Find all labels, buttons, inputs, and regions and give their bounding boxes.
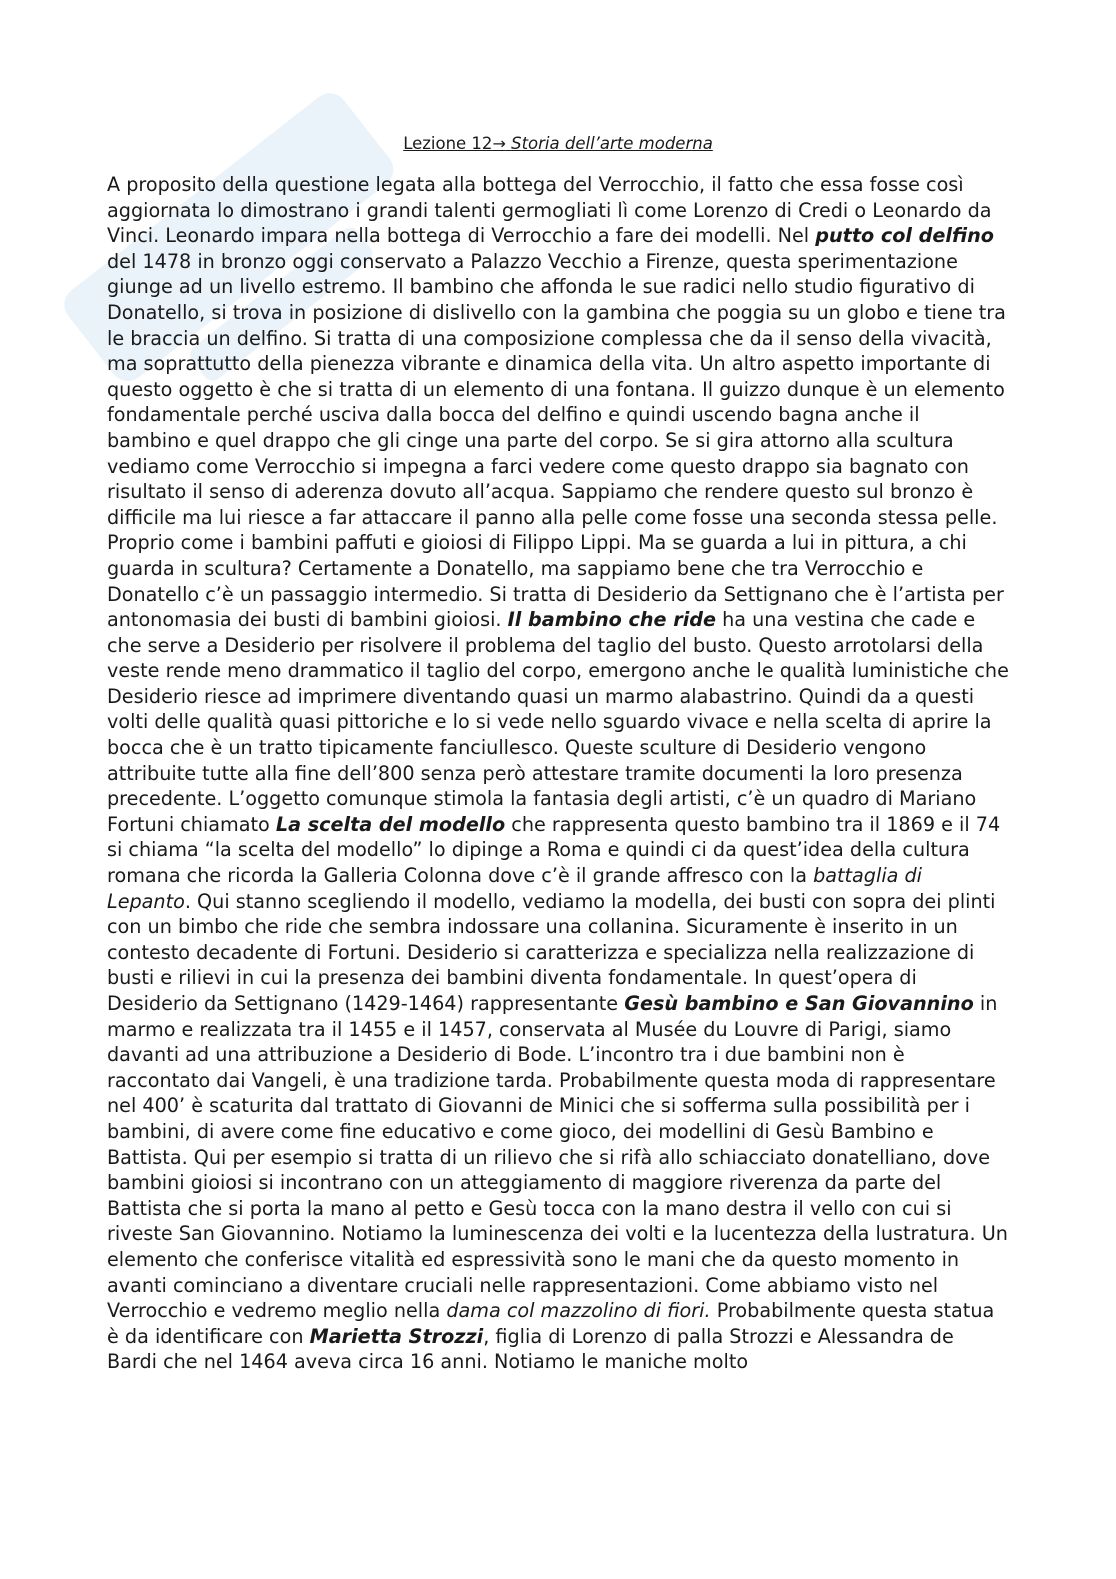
text-run: che rappresenta questo bambino tra il 1869 e il 74 si chiama “la scelta del modello” lo dipinge a Roma e quindi ci da quest’idea della cultura romana che ricorda la Galleria Colonna dove c’è il grande affresco con la [107,812,1001,888]
text-run: , figlia di Lorenzo di palla Strozzi e Alessandra de Bardi che nel 1464 aveva circa 16 anni. Notiamo le maniche molto [107,1324,954,1374]
text-run: Probabilmente questa statua è da identificare con [107,1299,995,1348]
body-paragraph [107,172,1009,1375]
lesson-number: Lezione 12 [403,134,493,153]
text-run: del 1478 in bronzo oggi conservato a Palazzo Vecchio a Firenze, questa sperimentazione giunge ad un livello estremo. Il bambino che affonda le sue radici nello studio figurativo di Donatello, si trova in posizione di dislivello con la gambina che poggia su un globo e tiene tra le braccia un delfino. Si tratta di una composizione complessa che da il senso della vivacità, ma soprattutto della pienezza vibrante e dinamica della vita. Un altro aspetto importante di questo oggetto è che si tratta di un elemento di una fontana. Il guizzo dunque è un elemento fondamentale perché usciva dalla bocca del delfino e quindi uscendo bagna anche il bambino e quel drappo che gli cinge una parte del corpo. Se si gira attorno alla scultura vediamo come Verrocchio si impegna a farci vedere come questo drappo sia bagnato con risultato il senso di aderenza dovuto all’acqua. Sappiamo che rendere questo sul bronzo è difficile ma lui riesce a far attaccare il panno alla pelle come fosse una seconda stessa pelle. Proprio come i bambini paffuti e gioiosi di Filippo Lippi. Ma se guarda a lui in pittura, a chi guarda in scultura? Certamente a Donatello, ma sappiamo bene che tra Verrocchio e Donatello c’è un passaggio intermedio. Si tratta di Desiderio da Settignano che è l’artista per antonomasia dei busti di bambini gioiosi. [107,249,1006,632]
text-run: A proposito della questione legata alla bottega del Verrocchio, il fatto che essa fosse così aggiornata lo dimostrano i grandi talenti germogliati lì come Lorenzo di Credi o Leonardo da Vinci. Leonardo impara nella bottega di Verrocchio a fare dei modelli. Nel [107,173,992,248]
arrow-right-icon: → [492,134,506,153]
artwork-title-dama-col-mazzolino: dama col mazzolino di fiori. [446,1299,711,1323]
text-run: in marmo e realizzata tra il 1455 e il 1457, conservata al Musée du Louvre di Parigi, siamo davanti ad una attribuzione a Desiderio di Bode. L’incontro tra i due bambini non è raccontato dai Vangeli, è una tradizione tarda. Probabilmente questa moda di rappresentare nel 400’ è scaturita dal trattato di Giovanni de Minici che si sofferma sulla possibilità per i bambini, di avere come fine educativo e come gioco, dei modellini di Gesù Bambino e Battista. Qui per esempio si tratta di un rilievo che si rifà allo schiacciato donatelliano, dove bambini gioiosi si incontrano con un atteggiamento di maggiore riverenza da parte del Battista che si porta la mano al petto e Gesù tocca con la mano destra il vello con cui si riveste San Giovannino. Notiamo la luminescenza dei volti e la lucentezza della lustratura. Un elemento che conferisce vitalità ed espressività sono le mani che da questo momento in avanti cominciano a diventare cruciali nelle rappresentazioni. Come abbiamo visto nel Verrocchio e vedremo meglio nella [107,992,1008,1323]
page-header [0,133,1116,155]
artwork-title-la-scelta-del-modello: La scelta del modello [275,812,506,836]
artwork-title-battaglia-di-lepanto: battaglia di Lepanto [107,864,923,913]
person-name-marietta-strozzi: Marietta Strozzi [309,1324,484,1348]
text-run: ha una vestina che cade e che serve a Desiderio per risolvere il problema del taglio del busto. Questo arrotolarsi della veste rende meno drammatico il taglio del corpo, emergono anche le qualità luministiche che Desiderio riesce ad imprimere diventando quasi un marmo alabastrino. Quindi da a questi volti delle qualità quasi pittoriche e lo si vede nello sguardo vivace e nella scelta di aprire la bocca che è un tratto tipicamente fanciullesco. Queste sculture di Desiderio vengono attribuite tutte alla fine dell’800 senza però attestare tramite documenti la loro presenza precedente. L’oggetto comunque stimola la fantasia degli artisti, c’è un quadro di Mariano Fortuni chiamato [107,608,1009,836]
artwork-title-gesu-bambino-e-san-giovannino: Gesù bambino e San Giovannino [624,992,974,1015]
text-run: . Qui stanno scegliendo il modello, vediamo la modella, dei busti con sopra dei plinti con un bimbo che ride che sembra indossare una collanina. Sicuramente è inserito in un contesto decadente di Fortuni. Desiderio si caratterizza e specializza nella realizzazione di busti e rilievi in cui la presenza dei bambini diventa fondamentale. In quest’opera di Desiderio da Settignano (1429-1464) rappresentante [107,889,996,1015]
course-title: Storia dell’arte moderna [511,134,713,153]
artwork-title-il-bambino-che-ride: Il bambino che ride [507,608,717,632]
artwork-title-putto-col-delfino: putto col delfino [815,224,994,248]
